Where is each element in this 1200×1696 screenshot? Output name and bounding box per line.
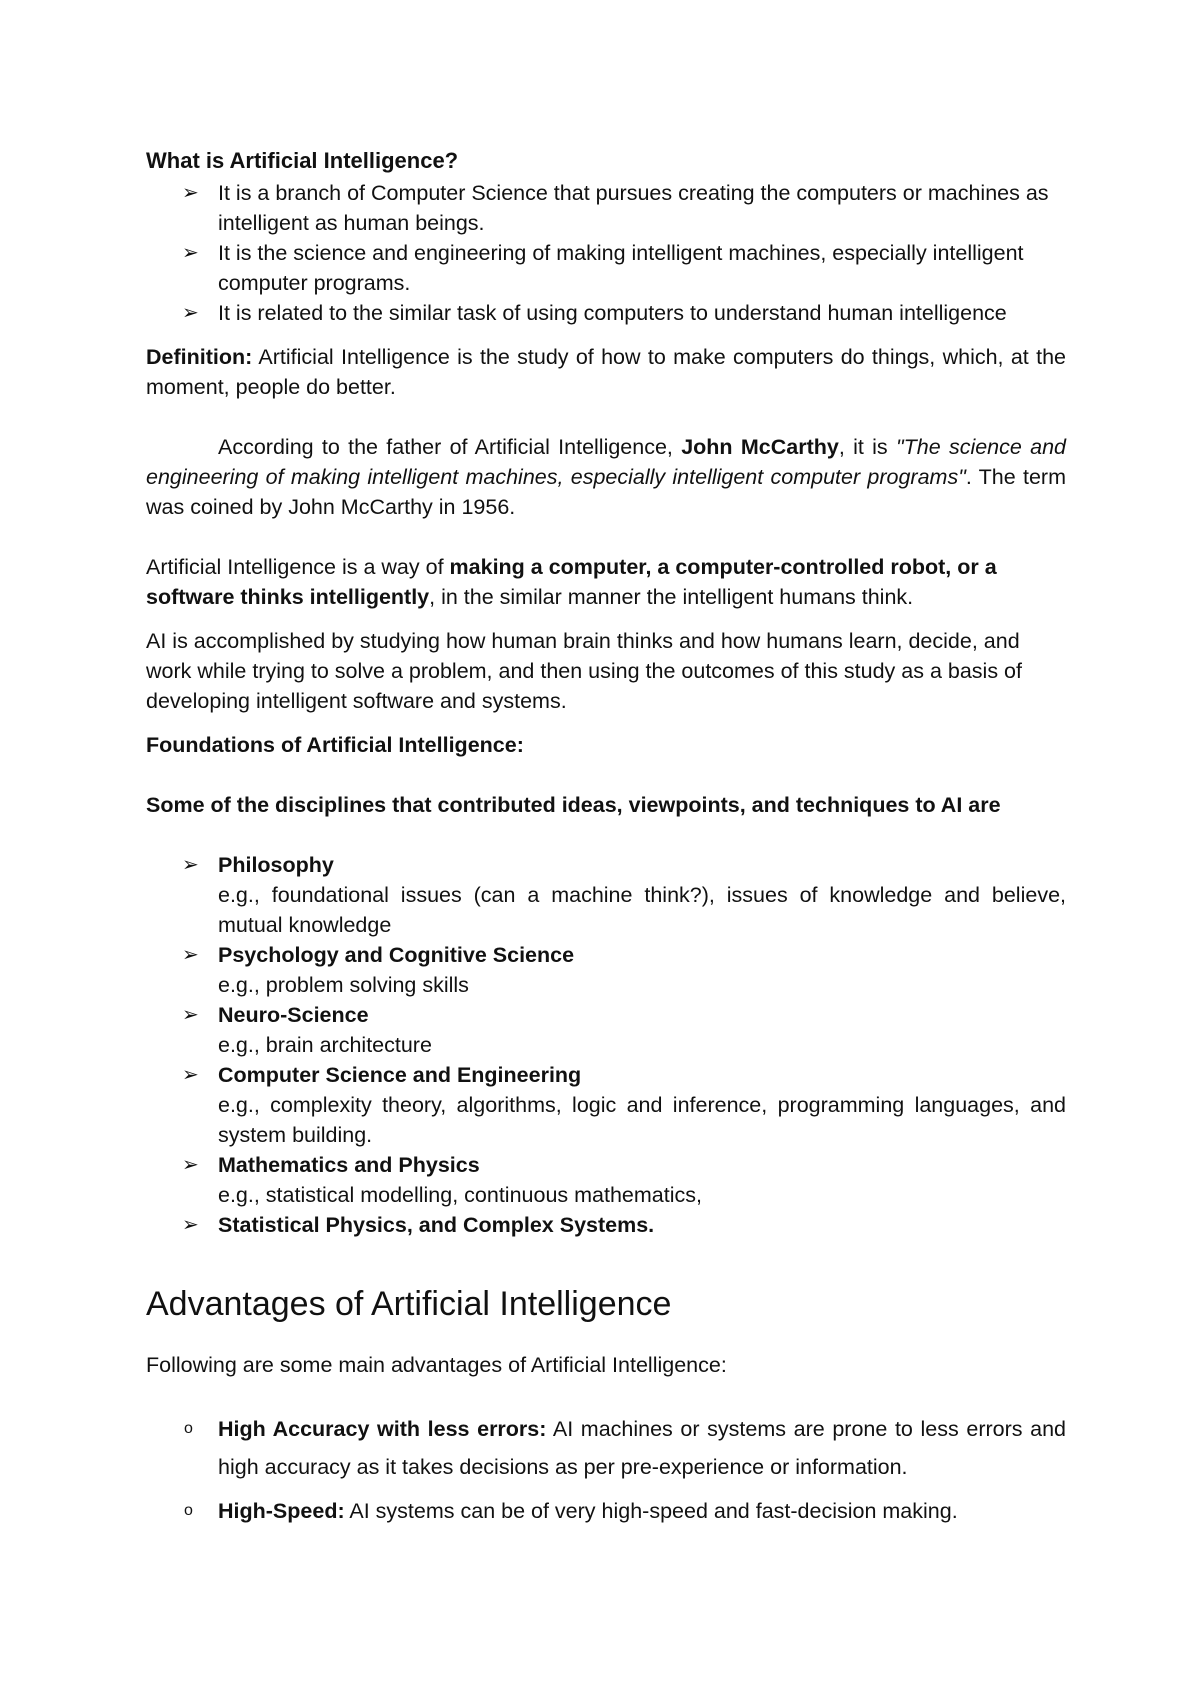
arrow-bullet-icon: ➢	[182, 302, 199, 324]
list-item: ➢ Statistical Physics, and Complex Systems.	[146, 1210, 1066, 1240]
list-item: ➢ Psychology and Cognitive Science e.g., problem solving skills	[146, 940, 1066, 1000]
list-item: ➢ Computer Science and Engineering e.g., complexity theory, algorithms, logic and inference, programming languages, and system building.	[146, 1060, 1066, 1150]
ai-way-paragraph: Artificial Intelligence is a way of making a computer, a computer-controlled robot, or a software thinks intelligently, in the similar manner the intelligent humans think.	[146, 555, 997, 609]
list-item: ➢ It is related to the similar task of using computers to understand human intelligence	[146, 298, 1066, 328]
arrow-bullet-icon: ➢	[182, 1004, 199, 1026]
mccarthy-name: John McCarthy	[681, 435, 839, 459]
list-item: ➢ Neuro-Science e.g., brain architecture	[146, 1000, 1066, 1060]
circle-bullet-icon: o	[184, 1502, 193, 1519]
advantages-list	[146, 1410, 1066, 1530]
mccarthy-paragraph: According to the father of Artificial Intelligence, John McCarthy, it is "The science and engineering of making intelligent machines, especially intelligent computer programs". The term was coined by John McCarthy in 1956.	[146, 435, 1067, 519]
definition-text: Artificial Intelligence is the study of how to make computers do things, which, at the moment, people do better.	[146, 345, 1066, 399]
arrow-bullet-icon: ➢	[182, 854, 199, 876]
foundations-heading: Foundations of Artificial Intelligence:	[146, 733, 524, 757]
list-item: ➢ Philosophy e.g., foundational issues (can a machine think?), issues of knowledge and believe, mutual knowledge	[146, 850, 1066, 940]
section-heading: What is Artificial Intelligence?	[146, 148, 459, 173]
arrow-bullet-icon: ➢	[182, 1064, 199, 1086]
foundations-intro: Some of the disciplines that contributed ideas, viewpoints, and techniques to AI are	[146, 793, 1001, 817]
list-item: o High Accuracy with less errors: AI machines or systems are prone to less errors and high accuracy as it takes decisions as per pre-experience or information.	[146, 1410, 1066, 1486]
arrow-bullet-icon: ➢	[182, 242, 199, 264]
mccarthy-quote: "The science and engineering of making intelligent machines, especially intelligent computer programs"	[146, 435, 1067, 489]
arrow-bullet-icon: ➢	[182, 1214, 199, 1236]
advantages-heading: Advantages of Artificial Intelligence	[146, 1285, 672, 1323]
intro-bullet-list	[146, 178, 1066, 328]
definition-label: Definition:	[146, 345, 253, 369]
arrow-bullet-icon: ➢	[182, 1154, 199, 1176]
arrow-bullet-icon: ➢	[182, 182, 199, 204]
list-item: ➢ It is a branch of Computer Science that pursues creating the computers or machines as intelligent as human beings.	[146, 178, 1066, 238]
document-page	[146, 146, 1066, 1536]
list-item: o High-Speed: AI systems can be of very high-speed and fast-decision making.	[146, 1492, 1066, 1530]
foundations-list	[146, 850, 1066, 1240]
list-item: ➢ It is the science and engineering of making intelligent machines, especially intelligent computer programs.	[146, 238, 1066, 298]
advantages-intro: Following are some main advantages of Artificial Intelligence:	[146, 1353, 727, 1377]
ai-accomplished-paragraph: AI is accomplished by studying how human brain thinks and how humans learn, decide, and work while trying to solve a problem, and then using the outcomes of this study as a basis of developing intelligent software and systems.	[146, 629, 1022, 713]
list-item: ➢ Mathematics and Physics e.g., statistical modelling, continuous mathematics,	[146, 1150, 1066, 1210]
definition-paragraph	[146, 342, 1066, 402]
circle-bullet-icon: o	[184, 1420, 193, 1437]
arrow-bullet-icon: ➢	[182, 944, 199, 966]
